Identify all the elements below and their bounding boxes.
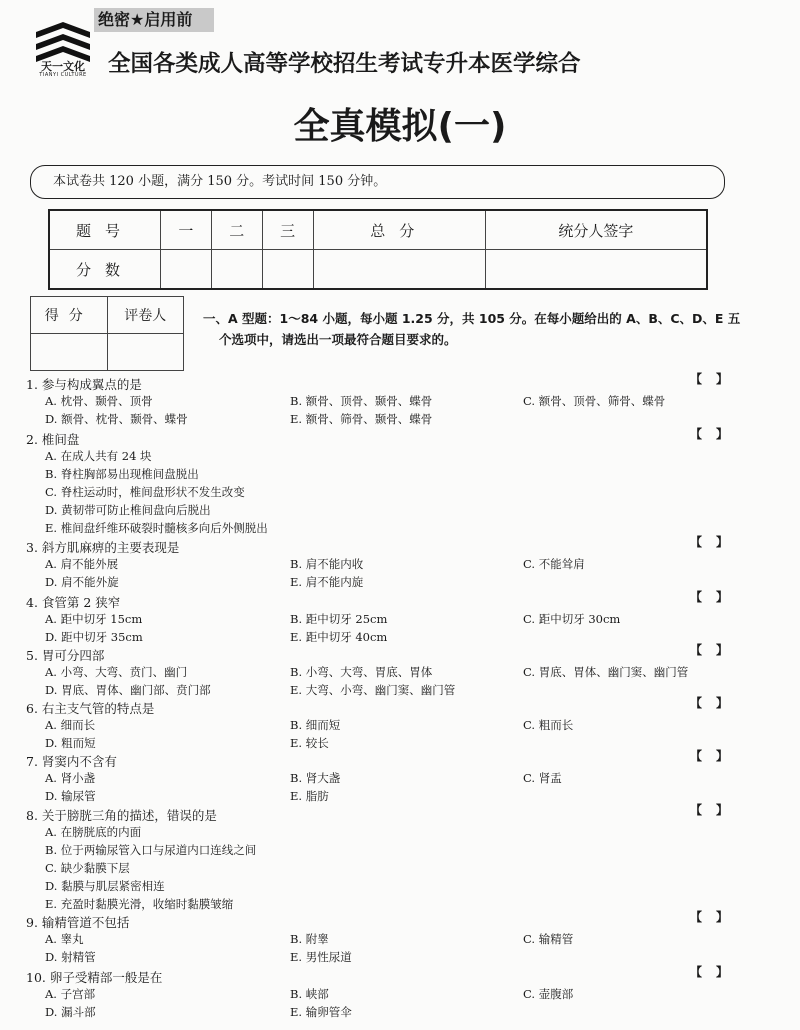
- grader-label: 评卷人: [107, 297, 184, 334]
- score-table-cell: 统分人签字: [485, 210, 707, 250]
- answer-option[interactable]: E. 脂肪: [290, 789, 329, 803]
- answer-option[interactable]: C. 缺少黏膜下层: [45, 861, 130, 875]
- answer-option[interactable]: D. 胃底、胃体、幽门部、贲门部: [45, 683, 211, 697]
- answer-bracket[interactable]: 【 】: [690, 803, 729, 817]
- answer-option[interactable]: E. 额骨、筛骨、颞骨、蝶骨: [290, 412, 433, 426]
- answer-option[interactable]: D. 射精管: [45, 950, 96, 964]
- question-stem: 1. 参与构成翼点的是: [26, 377, 142, 392]
- exam-title: 全国各类成人高等学校招生考试专升本医学综合: [108, 51, 581, 77]
- answer-option[interactable]: A. 肾小盏: [45, 771, 96, 785]
- answer-option[interactable]: B. 位于两输尿管入口与尿道内口连线之间: [45, 843, 257, 857]
- answer-option[interactable]: E. 充盈时黏膜光滑，收缩时黏膜皱缩: [45, 897, 234, 911]
- question-stem: 7. 肾窦内不含有: [26, 754, 117, 769]
- score-table-cell: 一: [161, 210, 212, 250]
- answer-option[interactable]: E. 输卵管伞: [290, 1005, 352, 1019]
- answer-option[interactable]: B. 附睾: [290, 932, 329, 946]
- answer-option[interactable]: A. 距中切牙 15cm: [45, 612, 143, 626]
- answer-option[interactable]: E. 距中切牙 40cm: [290, 630, 388, 644]
- answer-bracket[interactable]: 【 】: [690, 696, 729, 710]
- paper-title: 全真模拟(一): [293, 106, 507, 147]
- score-entry-cell[interactable]: [211, 250, 262, 290]
- answer-option[interactable]: D. 额骨、枕骨、颞骨、蝶骨: [45, 412, 188, 426]
- answer-option[interactable]: A. 子宫部: [45, 987, 96, 1001]
- answer-option[interactable]: C. 胃底、胃体、幽门窦、幽门管: [523, 665, 689, 679]
- answer-option[interactable]: B. 峡部: [290, 987, 329, 1001]
- answer-bracket[interactable]: 【 】: [690, 643, 729, 657]
- answer-option[interactable]: C. 壶腹部: [523, 987, 574, 1001]
- score-table-score-row: [49, 250, 707, 290]
- answer-option[interactable]: E. 大弯、小弯、幽门窦、幽门管: [290, 683, 456, 697]
- score-table-cell: 三: [262, 210, 313, 250]
- confidential-badge: 绝密★启用前: [94, 8, 214, 32]
- answer-bracket[interactable]: 【 】: [690, 910, 729, 924]
- answer-option[interactable]: B. 小弯、大弯、胃底、胃体: [290, 665, 433, 679]
- section-heading: [203, 308, 763, 350]
- answer-bracket[interactable]: 【 】: [690, 535, 729, 549]
- answer-option[interactable]: A. 睾丸: [45, 932, 84, 946]
- logo-subtitle: TIANYI CULTURE: [39, 72, 87, 78]
- answer-bracket[interactable]: 【 】: [690, 427, 729, 441]
- answer-option[interactable]: A. 肩不能外展: [45, 557, 119, 571]
- answer-option[interactable]: C. 输精管: [523, 932, 574, 946]
- answer-option[interactable]: B. 额骨、顶骨、颞骨、蝶骨: [290, 394, 433, 408]
- score-entry-cell[interactable]: [262, 250, 313, 290]
- answer-option[interactable]: A. 枕骨、颞骨、顶骨: [45, 394, 153, 408]
- answer-option[interactable]: D. 漏斗部: [45, 1005, 96, 1019]
- answer-option[interactable]: D. 距中切牙 35cm: [45, 630, 143, 644]
- answer-option[interactable]: D. 黄韧带可防止椎间盘向后脱出: [45, 503, 211, 517]
- logo-name: 天一文化: [41, 60, 85, 73]
- grader-box: [30, 296, 184, 371]
- question-stem: 4. 食管第 2 狭窄: [26, 595, 121, 610]
- answer-option[interactable]: A. 在膀胱底的内面: [45, 825, 142, 839]
- score-entry-cell[interactable]: [31, 334, 108, 371]
- answer-option[interactable]: D. 黏膜与肌层紧密相连: [45, 879, 165, 893]
- answer-option[interactable]: B. 距中切牙 25cm: [290, 612, 388, 626]
- answer-option[interactable]: B. 肩不能内收: [290, 557, 364, 571]
- score-entry-cell[interactable]: [161, 250, 212, 290]
- answer-option[interactable]: E. 椎间盘纤维环破裂时髓核多向后外侧脱出: [45, 521, 268, 535]
- question-stem: 8. 关于膀胱三角的描述，错误的是: [26, 808, 217, 823]
- question-stem: 6. 右主支气管的特点是: [26, 701, 155, 716]
- question-stem: 3. 斜方肌麻痹的主要表现是: [26, 540, 180, 555]
- score-table-cell: 二: [211, 210, 262, 250]
- answer-option[interactable]: C. 额骨、顶骨、筛骨、蝶骨: [523, 394, 666, 408]
- answer-bracket[interactable]: 【 】: [690, 590, 729, 604]
- answer-option[interactable]: C. 脊柱运动时，椎间盘形状不发生改变: [45, 485, 245, 499]
- score-table-cell: 题号: [49, 210, 161, 250]
- score-entry-cell[interactable]: [485, 250, 707, 290]
- section-heading-line: 个选项中，请选出一项最符合题目要求的。: [219, 332, 457, 347]
- answer-option[interactable]: C. 不能耸肩: [523, 557, 585, 571]
- grader-entry-cell[interactable]: [107, 334, 184, 371]
- question-stem: 2. 椎间盘: [26, 432, 80, 447]
- score-label: 得分: [31, 297, 108, 334]
- answer-option[interactable]: D. 肩不能外旋: [45, 575, 119, 589]
- score-table-header-row: [49, 210, 707, 250]
- question-stem: 10. 卵子受精部一般是在: [26, 970, 163, 985]
- answer-option[interactable]: B. 细而短: [290, 718, 341, 732]
- score-entry-cell[interactable]: [313, 250, 485, 290]
- instructions-box: 本试卷共 120 小题，满分 150 分。考试时间 150 分钟。: [30, 165, 725, 199]
- answer-bracket[interactable]: 【 】: [690, 965, 729, 979]
- answer-option[interactable]: E. 肩不能内旋: [290, 575, 364, 589]
- score-table: [48, 209, 708, 290]
- answer-option[interactable]: C. 肾盂: [523, 771, 562, 785]
- answer-option[interactable]: C. 距中切牙 30cm: [523, 612, 621, 626]
- answer-bracket[interactable]: 【 】: [690, 372, 729, 386]
- question-stem: 9. 输精管道不包括: [26, 915, 130, 930]
- answer-option[interactable]: E. 较长: [290, 736, 329, 750]
- answer-option[interactable]: D. 输尿管: [45, 789, 96, 803]
- answer-option[interactable]: B. 肾大盏: [290, 771, 341, 785]
- answer-option[interactable]: D. 粗而短: [45, 736, 96, 750]
- question-stem: 5. 胃可分四部: [26, 648, 105, 663]
- answer-option[interactable]: B. 脊柱胸部易出现椎间盘脱出: [45, 467, 199, 481]
- answer-option[interactable]: A. 细而长: [45, 718, 96, 732]
- answer-option[interactable]: E. 男性尿道: [290, 950, 352, 964]
- answer-option[interactable]: C. 粗而长: [523, 718, 574, 732]
- score-table-cell: 总分: [313, 210, 485, 250]
- section-heading-line: 一、A 型题：1～84 小题，每小题 1.25 分，共 105 分。在每小题给出的 A、B、C、D、E 五: [203, 311, 741, 326]
- answer-bracket[interactable]: 【 】: [690, 749, 729, 763]
- answer-option[interactable]: A. 小弯、大弯、贲门、幽门: [45, 665, 188, 679]
- score-table-cell: 分数: [49, 250, 161, 290]
- answer-option[interactable]: A. 在成人共有 24 块: [45, 449, 152, 463]
